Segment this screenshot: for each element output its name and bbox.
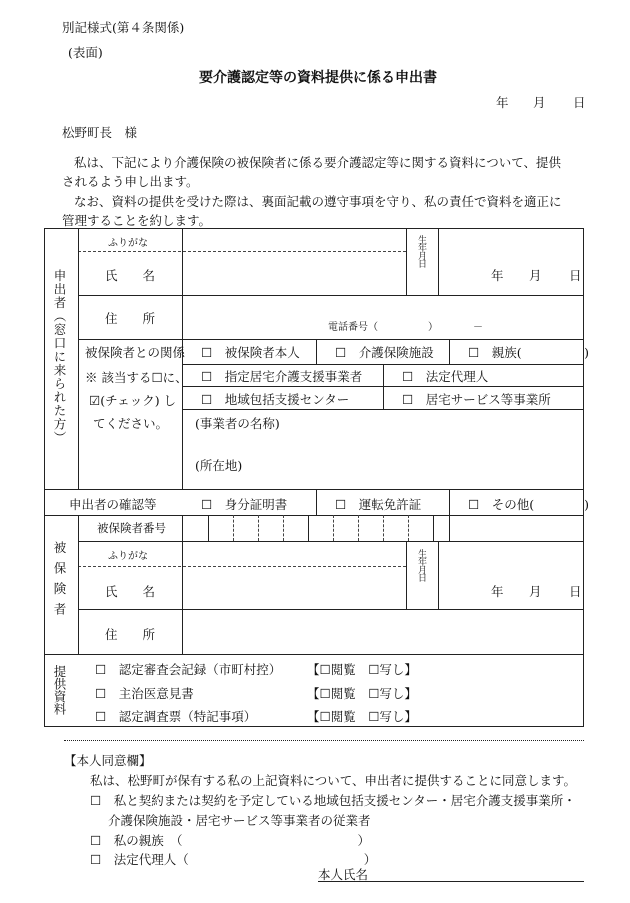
consent-title: 【本人同意欄】	[64, 753, 152, 768]
consent-option-relative[interactable]: ☐ 私の親族 （ ）	[90, 833, 370, 848]
date-year: 年	[496, 95, 509, 110]
material-item-2-label[interactable]: ☐ 主治医意見書	[95, 686, 194, 701]
materials-section-label: 提供資料	[52, 665, 67, 715]
insured-birth-label: 生年月日	[416, 549, 426, 581]
confirm-option-other[interactable]: ☐ その他( )	[468, 497, 589, 512]
material-item-2-options[interactable]: 【☐閲覧 ☐写し】	[307, 686, 417, 701]
material-item-3-label[interactable]: ☐ 認定調査票（特記事項）	[95, 709, 257, 724]
page-title: 要介護認定等の資料提供に係る申出書	[199, 70, 437, 86]
material-item-3-options[interactable]: 【☐閲覧 ☐写し】	[307, 709, 417, 724]
applicant-birth-year: 年	[491, 268, 504, 283]
addressee: 松野町長 様	[62, 125, 138, 140]
confirm-option-license[interactable]: ☐ 運転免許証	[335, 497, 422, 512]
insured-birth-day: 日	[569, 584, 582, 599]
relation-note-line1: ※ 該当する☐に、	[85, 370, 188, 385]
consent-option-contract-line1[interactable]: ☐ 私と契約または契約を予定している地域包括支援センター・居宅介護支援事業所・	[90, 793, 576, 808]
relation-option-facility[interactable]: ☐ 介護保険施設	[335, 345, 434, 360]
consent-text: 私は、松野町が保有する私の上記資料について、申出者に提供することに同意します。	[90, 773, 577, 788]
application-form	[44, 228, 589, 727]
insured-address-label: 住 所	[105, 627, 156, 642]
relation-option-service-office[interactable]: ☐ 居宅サービス等事業所	[402, 392, 551, 407]
intro-p2-line1: なお、資料の提供を受けた際は、裏面記載の遵守事項を守り、私の責任で資料を適正に	[74, 194, 562, 209]
date-month: 月	[533, 95, 546, 110]
business-name-label: (事業者の名称)	[195, 416, 280, 431]
relation-note-line2: ☑(チェック) し	[89, 393, 177, 408]
relation-option-legal-rep[interactable]: ☐ 法定代理人	[402, 369, 489, 384]
insured-birth-month: 月	[529, 584, 542, 599]
relation-option-self[interactable]: ☐ 被保険者本人	[201, 345, 300, 360]
insured-number-label: 被保険者番号	[97, 521, 166, 535]
insured-furigana-label: ふりがな	[108, 551, 148, 562]
consent-option-contract-line2: 介護保険施設・居宅サービス等事業者の従業者	[108, 813, 371, 828]
form-number: 別記様式(第４条関係)	[62, 20, 185, 35]
applicant-birth-day: 日	[569, 268, 582, 283]
applicant-address-label: 住 所	[105, 311, 156, 326]
signature-label: 本人氏名	[318, 867, 369, 882]
applicant-name-label: 氏 名	[105, 268, 156, 283]
date-day: 日	[573, 95, 586, 110]
insured-section-label: 被保険者	[52, 541, 67, 623]
consent-option-legal-rep[interactable]: ☐ 法定代理人（ ）	[90, 852, 377, 867]
confirm-label: 申出者の確認等	[69, 497, 157, 512]
material-item-1-options[interactable]: 【☐閲覧 ☐写し】	[307, 662, 417, 677]
insured-name-label: 氏 名	[105, 584, 156, 599]
insured-birth-year: 年	[491, 584, 504, 599]
relation-option-care-support[interactable]: ☐ 指定居宅介護支援事業者	[201, 369, 363, 384]
consent-separator	[64, 740, 584, 741]
form-side: (表面)	[68, 45, 103, 60]
applicant-section-label: 申出者（窓口に来られた方）	[52, 269, 67, 445]
intro-p2-line2: 管理することを約します。	[62, 213, 212, 228]
confirm-option-id[interactable]: ☐ 身分証明書	[201, 497, 288, 512]
intro-p1-line1: 私は、下記により介護保険の被保険者に係る要介護認定等に関する資料について、提供	[74, 155, 562, 170]
relation-option-relative[interactable]: ☐ 親族( )	[468, 345, 589, 360]
applicant-phone-label: 電話番号（ ） －	[328, 322, 483, 333]
relation-note-line3: てください。	[93, 416, 169, 431]
intro-p1-line2: されるよう申し出ます。	[62, 174, 199, 189]
signature-line[interactable]	[318, 881, 584, 882]
applicant-birth-label: 生年月日	[416, 235, 426, 267]
relation-option-community-center[interactable]: ☐ 地域包括支援センター	[201, 392, 350, 407]
applicant-furigana-label: ふりがな	[108, 238, 148, 249]
applicant-birth-month: 月	[529, 268, 542, 283]
business-address-label: (所在地)	[195, 458, 243, 473]
material-item-1-label[interactable]: ☐ 認定審査会記録（市町村控）	[95, 662, 282, 677]
relation-label: 被保険者との関係	[85, 345, 186, 360]
